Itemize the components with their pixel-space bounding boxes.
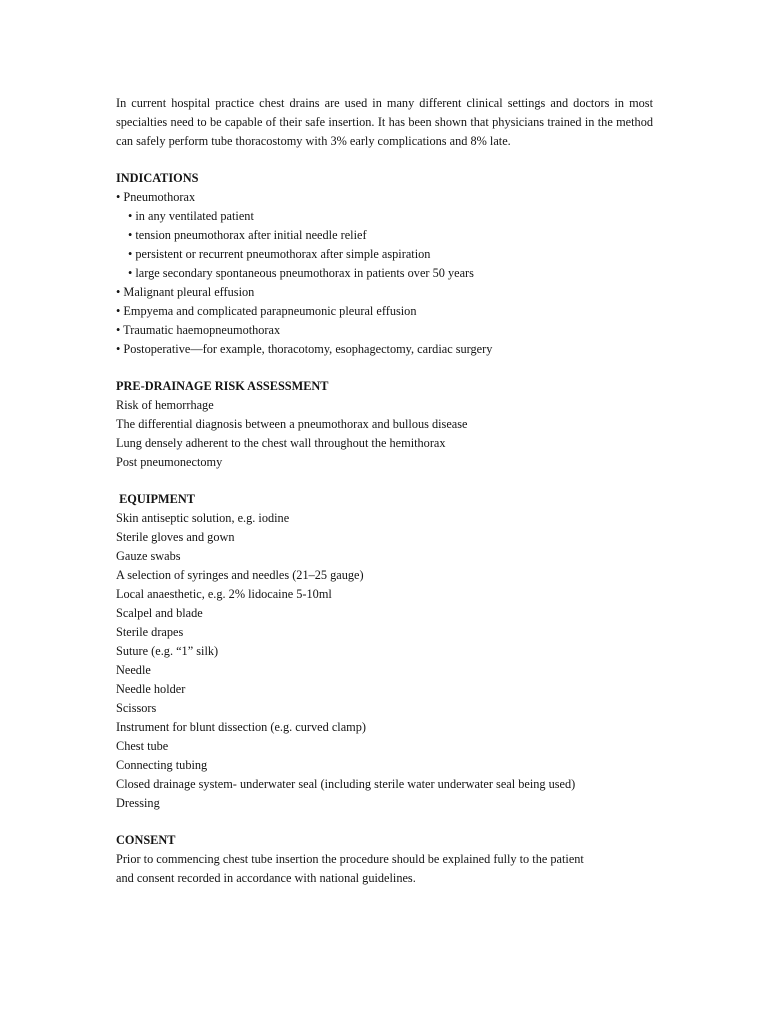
list-item: Closed drainage system- underwater seal (including sterile water underwater seal being used) — [116, 777, 576, 791]
list-item: • large secondary spontaneous pneumothorax in patients over 50 years — [128, 266, 474, 280]
list-item: • Pneumothorax — [116, 190, 196, 204]
list-item: • tension pneumothorax after initial needle relief — [128, 228, 367, 242]
list-item: Scissors — [116, 701, 157, 715]
document-page — [116, 94, 653, 888]
list-item: Sterile gloves and gown — [116, 530, 235, 544]
list-item: • in any ventilated patient — [128, 209, 254, 223]
equipment-section — [116, 490, 653, 813]
list-item: • Empyema and complicated parapneumonic pleural effusion — [116, 304, 417, 318]
list-item: Chest tube — [116, 739, 169, 753]
list-item: Gauze swabs — [116, 549, 181, 563]
list-item: Connecting tubing — [116, 758, 208, 772]
list-item: Instrument for blunt dissection (e.g. curved clamp) — [116, 720, 366, 734]
list-item: A selection of syringes and needles (21–25 gauge) — [116, 568, 364, 582]
intro-paragraph: In current hospital practice chest drains are used in many different clinical settings and doctors in most specialties need to be capable of their safe insertion. It has been shown that physicians trained in the method can safely perform tube thoracostomy with 3% early complications and 8% late. — [116, 96, 653, 148]
list-item: Post pneumonectomy — [116, 455, 223, 469]
list-item: Needle — [116, 663, 151, 677]
list-item: • Malignant pleural effusion — [116, 285, 255, 299]
list-item: Scalpel and blade — [116, 606, 203, 620]
indications-section — [116, 169, 653, 359]
consent-section — [116, 831, 653, 888]
list-item: • persistent or recurrent pneumothorax after simple aspiration — [128, 247, 431, 261]
list-item: Dressing — [116, 796, 160, 810]
consent-heading: CONSENT — [116, 833, 176, 847]
list-item: Lung densely adherent to the chest wall throughout the hemithorax — [116, 436, 446, 450]
consent-text-line: Prior to commencing chest tube insertion the procedure should be explained fully to the patient — [116, 852, 584, 866]
consent-text-line: and consent recorded in accordance with national guidelines. — [116, 871, 416, 885]
risk-assessment-heading: PRE-DRAINAGE RISK ASSESSMENT — [116, 379, 329, 393]
list-item: The differential diagnosis between a pneumothorax and bullous disease — [116, 417, 468, 431]
list-item: Local anaesthetic, e.g. 2% lidocaine 5-10ml — [116, 587, 332, 601]
list-item: Risk of hemorrhage — [116, 398, 214, 412]
list-item: Sterile drapes — [116, 625, 184, 639]
risk-assessment-section — [116, 377, 653, 472]
list-item: • Postoperative—for example, thoracotomy, esophagectomy, cardiac surgery — [116, 342, 493, 356]
list-item: Needle holder — [116, 682, 186, 696]
list-item: Suture (e.g. “1” silk) — [116, 644, 219, 658]
list-item: Skin antiseptic solution, e.g. iodine — [116, 511, 290, 525]
equipment-heading: EQUIPMENT — [116, 492, 195, 506]
list-item: • Traumatic haemopneumothorax — [116, 323, 281, 337]
indications-heading: INDICATIONS — [116, 171, 199, 185]
